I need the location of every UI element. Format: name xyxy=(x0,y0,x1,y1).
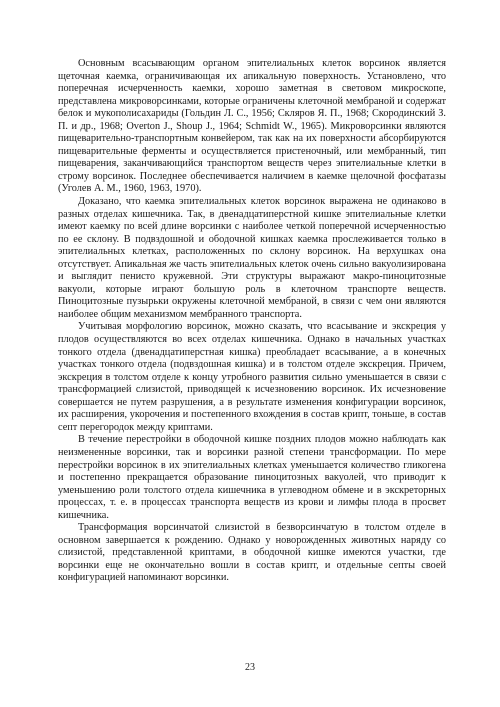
body-text xyxy=(58,58,446,585)
paragraph-5: Трансформация ворсинчатой слизистой в безворсинчатую в толстом отделе в основном завершается к рождению. Однако у новорожденных животных наряду со слизистой, представленной криптами, в ободочной кишке имеются участки, где ворсинки еще не окончательно вошли в состав крипт, и отдельные септы своей конфигурацией напоминают ворсинки. xyxy=(58,522,446,584)
paragraph-4: В течение перестройки в ободочной кишке поздних плодов можно наблюдать как неизмененные ворсинки, так и ворсинки разной степени трансформации. По мере перестройки ворсинок в их эпителиальных клетках уменьшается количество гликогена и постепенно прекращается образование пиноцитозных вакуолей, что приводит к уменьшению роли толстого отдела кишечника в углеводном обмене и в экскреторных процессах, т. е. в процессах транспорта веществ из крови и лимфы плода в просвет кишечника. xyxy=(58,434,446,521)
page-number: 23 xyxy=(245,662,255,673)
paragraph-2: Доказано, что каемка эпителиальных клеток ворсинок выражена не одинаково в разных отделах кишечника. Так, в двенадцатиперстной кишке эпителиальные клетки имеют каемку по всей длине ворсинки с наиболее четкой поперечной исчерченностью по ее склону. В подвздошной и ободочной кишках каемка прослеживается только в эпителиальных клетках, расположенных по склону ворсинок. На верхушках она отсутствует. Апикальная же часть эпителиальных клеток очень сильно вакуолизирована и выглядит пенисто кружевной. Эти структуры выражают макро-пиноцитозные вакуоли, которые играют большую роль в клеточном транспорте веществ. Пиноцитозные пузырьки окружены клеточной мембраной, в связи с чем они являются наиболее общим механизмом мембранного транспорта. xyxy=(58,196,446,320)
paragraph-1: Основным всасывающим органом эпителиальных клеток ворсинок является щеточная каемка, ограничивающая их апикальную поверхность. Установлено, что поперечная исчерченность каемки, хорошо заметная в световом микроскопе, представлена микроворсинками, которые ограничены клеточной мембраной и содержат белок и мукополисахариды (Гольдин Л. С., 1956; Скляров Я. П., 1968; Скородинский З. П. и др., 1968; Overton J., Shoup J., 1964; Schmidt W., 1965). Микроворсинки являются пищеварительно-транспортным конвейером, так как на их поверхности абсорбируются пищеварительные ферменты и осуществляется пристеночный, или мембранный, тип пищеварения, заканчивающийся транспортом веществ через эпителиальные клетки в строму ворсинок. Последнее обеспечивается наличием в каемке щелочной фосфатазы (Уголев А. М., 1960, 1963, 1970). xyxy=(58,58,446,195)
paragraph-3: Учитывая морфологию ворсинок, можно сказать, что всасывание и экскреция у плодов осуществляются во всех отделах кишечника. Однако в начальных участках тонкого отдела (двенадцатиперстная кишка) преобладает всасывание, а в конечных участках тонкого отдела (подвздошная кишка) и в толстом отделе экскреция. Причем, экскреция в толстом отделе к концу утробного развития сильно уменьшается в связи с трансформацией слизистой, приводящей к исчезновению ворсинок. Их исчезновение совершается не путем разрушения, а в результате изменения конфигурации ворсинок, их расширения, укорочения и постепенного вхождения в состав крипт, тоньше, в состав септ перегородок между криптами. xyxy=(58,321,446,433)
